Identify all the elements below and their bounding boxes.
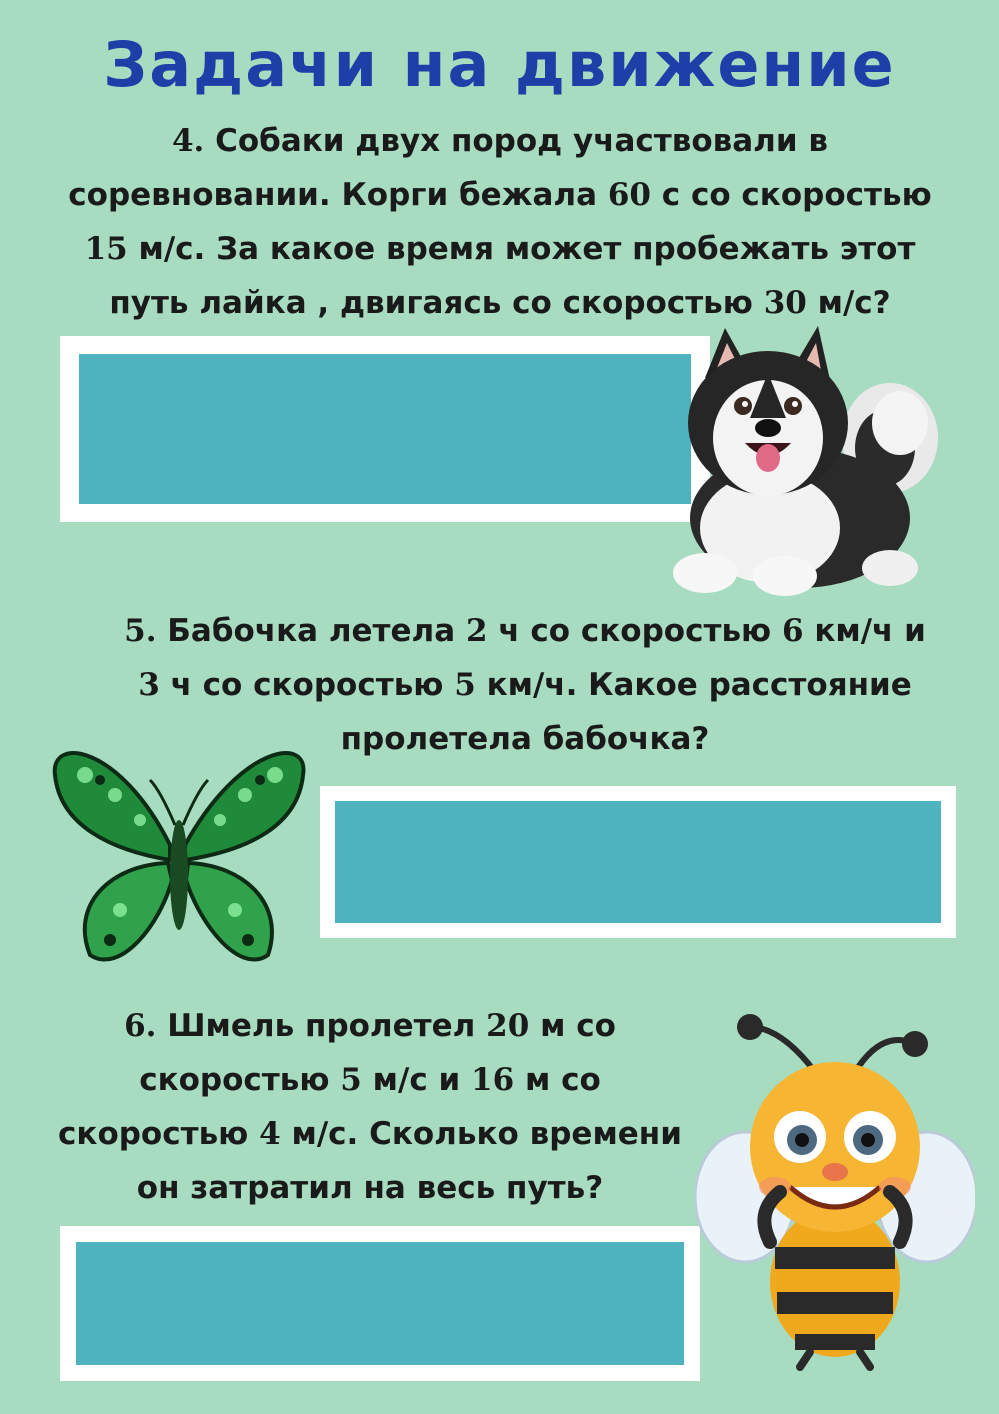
- task-number: 6: [781, 613, 804, 649]
- task-text: м/с. Сколько времени: [280, 1116, 682, 1152]
- task-text: ч со скоростью: [159, 667, 455, 703]
- answer-box-task-6[interactable]: [60, 1226, 700, 1381]
- task-line: [80, 604, 970, 658]
- cartoon-bee-image: [695, 1012, 975, 1372]
- task-text: м со: [529, 1008, 616, 1044]
- task-line: [40, 222, 960, 276]
- task-number: 60: [607, 177, 651, 213]
- task-number: 4: [259, 1116, 281, 1152]
- task-number: 6.: [124, 1008, 157, 1044]
- task-line: [40, 168, 960, 222]
- task-4-text: [40, 114, 960, 330]
- task-text: соревновании. Корги бежала: [68, 177, 608, 213]
- page-title: Задачи на движение: [103, 28, 896, 101]
- task-text: скоростью: [58, 1116, 260, 1152]
- task-number: 5: [454, 667, 476, 703]
- task-number: 5.: [124, 613, 157, 649]
- task-text: км/ч. Какое расстояние: [475, 667, 912, 703]
- task-text: Шмель пролетел: [156, 1008, 487, 1044]
- answer-box-fill[interactable]: [76, 1242, 684, 1365]
- task-text: ч со скоростью: [487, 613, 782, 649]
- task-text: км/ч и: [803, 613, 926, 649]
- task-line: [20, 999, 720, 1053]
- task-line: [20, 1161, 720, 1215]
- task-text: путь лайка , двигаясь со скоростью: [109, 285, 764, 321]
- task-number: 2: [465, 613, 488, 649]
- task-number: 15: [84, 231, 128, 267]
- task-text: м/с и: [361, 1062, 472, 1098]
- task-text: м/с. За какое время может пробежать этот: [127, 231, 916, 267]
- task-number: 3: [138, 667, 160, 703]
- task-line: [20, 1107, 720, 1161]
- task-number: 16: [471, 1062, 515, 1098]
- green-butterfly-image: [40, 735, 320, 985]
- answer-box-fill[interactable]: [79, 354, 691, 504]
- task-text: м/с?: [806, 285, 891, 321]
- task-6-text: [20, 999, 720, 1215]
- answer-box-task-4[interactable]: [60, 336, 710, 522]
- task-text: пролетела бабочка?: [340, 721, 710, 757]
- task-number: 30: [763, 285, 807, 321]
- task-text: скоростью: [139, 1062, 341, 1098]
- task-number: 5: [340, 1062, 362, 1098]
- task-line: [40, 114, 960, 168]
- task-text: с со скоростью: [651, 177, 932, 213]
- husky-dog-image: [650, 318, 950, 598]
- task-text: м со: [514, 1062, 601, 1098]
- task-text: Бабочка летела: [156, 613, 466, 649]
- task-text: Собаки двух пород участвовали в: [204, 123, 829, 159]
- task-number: 20: [486, 1008, 530, 1044]
- answer-box-task-5[interactable]: [320, 786, 956, 938]
- task-line: [80, 658, 970, 712]
- task-text: он затратил на весь путь?: [136, 1170, 604, 1206]
- task-line: [20, 1053, 720, 1107]
- answer-box-fill[interactable]: [335, 801, 941, 923]
- task-number: 4.: [171, 123, 205, 159]
